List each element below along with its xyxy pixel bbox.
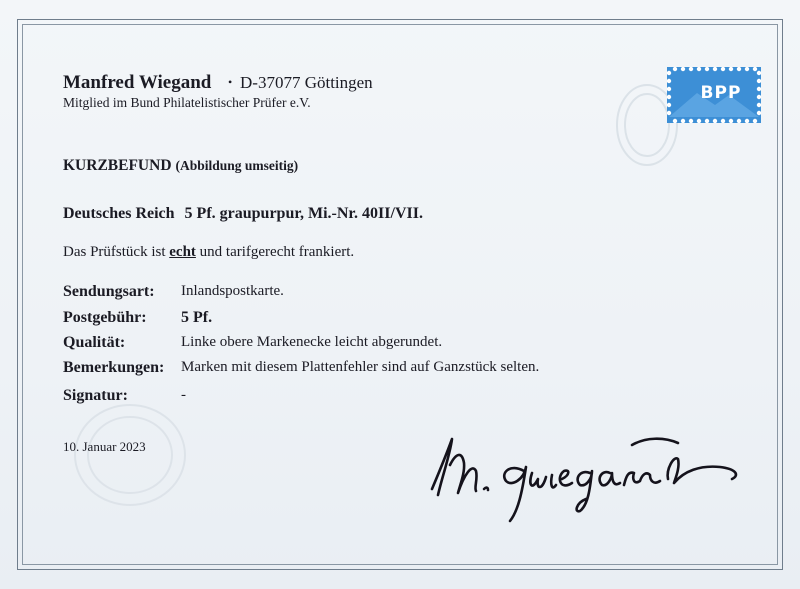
examiner-name: Manfred Wiegand <box>63 72 212 93</box>
field-value-qualitaet: Linke obere Markenecke leicht abgerundet. <box>181 334 443 350</box>
field-label-postgebuehr: Postgebühr: <box>63 309 147 326</box>
field-label-bemerkungen: Bemerkungen: <box>63 359 165 376</box>
verdict-before: Das Prüfstück ist <box>63 244 170 260</box>
field-label-qualitaet: Qualität: <box>63 334 126 351</box>
stamp-line <box>63 205 423 223</box>
stamp-description: 5 Pf. graupurpur, Mi.-Nr. 40II/VII. <box>184 205 423 222</box>
verdict-after: und tarifgerecht frankiert. <box>195 244 355 260</box>
field-value-postgebuehr: 5 Pf. <box>181 309 213 326</box>
document-title <box>63 157 298 175</box>
stamp-country: Deutsches Reich <box>63 205 175 222</box>
issue-date: 10. Januar 2023 <box>63 439 146 454</box>
emboss-seal-bottom-icon <box>70 400 190 510</box>
verdict-emphasis: echt <box>169 244 196 260</box>
field-label-signatur: Signatur: <box>63 387 128 404</box>
examiner-address: D-37077 Göttingen <box>240 73 373 92</box>
header-separator: • <box>228 75 233 89</box>
title-main: KURZBEFUND <box>63 157 172 174</box>
field-value-sendungsart: Inlandspostkarte. <box>181 283 284 299</box>
field-label-sendungsart: Sendungsart: <box>63 283 155 300</box>
membership-line: Mitglied im Bund Philatelistischer Prüfer e.V. <box>63 95 311 110</box>
title-suffix: (Abbildung umseitig) <box>175 158 299 173</box>
handwritten-signature-icon <box>420 415 760 535</box>
field-value-bemerkungen: Marken mit diesem Plattenfehler sind auf Ganzstück selten. <box>181 359 540 375</box>
verdict-line <box>63 244 354 261</box>
bpp-logo-text: BPP <box>700 83 742 103</box>
field-value-signatur: - <box>181 387 186 403</box>
